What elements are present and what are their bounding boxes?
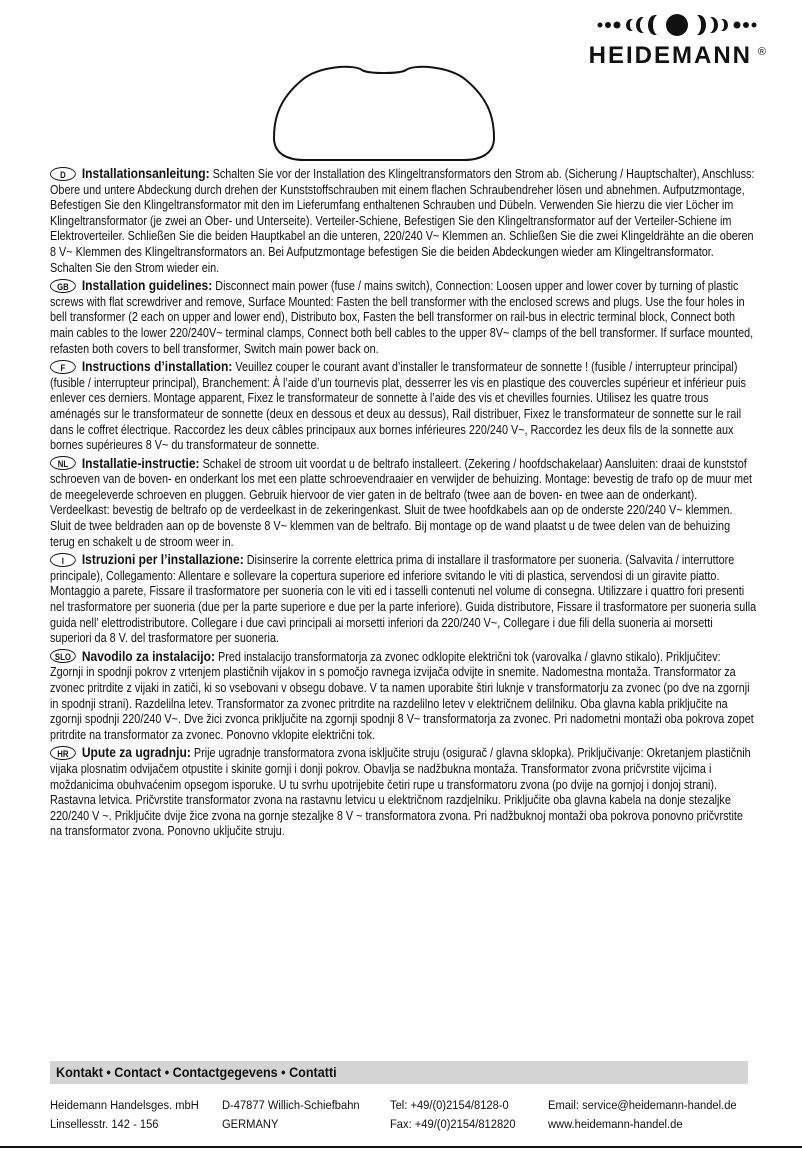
email-address: Email: service@heidemann-handel.de [548, 1098, 737, 1112]
city: D-47877 Willich-Schiefbahn [222, 1098, 360, 1112]
section-de [50, 166, 756, 276]
language-badge-slo: SLO [50, 649, 76, 663]
section-heading-de: Installationsanleitung: [81, 165, 210, 181]
street-address: Linsellesstr. 142 - 156 [50, 1117, 159, 1131]
section-heading-hr: Upute za ugradnju: [81, 744, 191, 761]
section-it [50, 552, 756, 647]
registered-mark: ® [757, 46, 766, 58]
brand-name: HEIDEMANN [588, 42, 752, 69]
company-name: Heidemann Handelsges. mbH [50, 1098, 199, 1112]
section-heading-gb: Installation guidelines: [81, 277, 213, 294]
language-badge-fr: F [50, 360, 76, 374]
section-body-fr: Veuillez couper le courant avant d’installer le transformateur de sonnette ! (fusible / interrupteur principal) (fusible / interrupteur principal), Branchement: À l’aide d’un tournevis plat, desserrer les vis en plastique des couvercles supérieur et inférieur puis enlever ces derniers. Montage apparent, Fixez le transformateur de sonnette à l’aide des vis et chevilles fournies. Utilisez les quatre trous aménagés sur le transformateur de sonnette (deux en dessous et deux au dessus), Rail distribuer, Fixez le transformateur de sonnette sur le rail dans le coffret électrique. Raccordez les deux câbles principaux aux bornes inférieures 220/240 V~, Raccordez les deux fils de la sonnette aux bornes supérieures 8 V~ du transformateur de sonnette. [50, 360, 746, 453]
language-badge-hr: HR [50, 746, 76, 760]
language-badge-nl: NL [50, 456, 76, 470]
section-gb [50, 278, 756, 357]
contact-city-col [222, 1096, 360, 1134]
section-body-slo: Pred instalacijo transformatorja za zvonec odklopite električni tok (varovalka / glavno stikalo). Priključitev: Zgornji in spodnji pokrov z vrtenjem plastičnih vijakov in s pomočjo ravnega izvijača odvijte in snemite. Nadomestna montaža. Transformator za zvonec pritrdite z vijaki in zatiči, ki so vsebovani v obsegu dobave. V ta namen uporabite štiri luknje v transformatorju za zvonec (po dve na zgornji in spodnji strani). Razdelilna letev. Transformator za zvonec pritrdite na razdelilno letev v električnem delilniku. Oba glavna kabla priključite na zgornji spodnji 220/240 V~. Dve žici zvonca priključite na zgornji spodnji 8 V~ transformatorja za zvonec. Pri nadometni montaži oba pokrova zopet pritrdite na transformator za zvonec. Ponovno vklopite električni tok. [50, 649, 754, 742]
contact-phone-col [390, 1096, 516, 1134]
hanger-hole-cutout [258, 60, 510, 162]
language-badge-it: I [50, 553, 76, 567]
phone-number: Tel: +49/(0)2154/8128-0 [390, 1098, 509, 1112]
section-body-hr: Prije ugradnje transformatora zvona isključite struju (osigurač / glavna sklopka). Priključivanje: Okretanjem plastičnih vijaka plosnatim odvijačem otpustite i skinite gornji i donji pokrov. Obavlja se nadžbukna montaža. Transformator zvona pričvrstite vijcima i moždanicima obuhvaćenim opsegom isporuke. U tu svrhu upotrijebite četiri rupe u transformatoru zvona (po dvije na gornjoj i donjoj strani). Rastavna letvica. Pričvrstite transformator zvona na rastavnu letvicu u električnom razdjelniku. Priključite oba glavna kabela na donje stezaljke 220/240 V ~. Priključite dvije žice zvona na gornje stezaljke 8 V ~ transformatora zvona. Pri nadžbuknoj montaži oba pokrova ponovno pričvrstite na transformator zvona. Ponovno uključite struju. [50, 746, 751, 839]
section-body-de: Schalten Sie vor der Installation des Klingeltransformators den Strom ab. (Sicherung / Hauptschalter), Anschluss: Obere und untere Abdeckung durch drehen der Kunststoffschrauben mit einem flachen Schraubendreher lösen und abnehmen. Aufputzmontage, Befestigen Sie den Klingeltransformator mit den im Lieferumfang enthaltenen Schrauben und Dübeln. Verwenden Sie hierzu die vier Löcher im Klingeltransformator (je zwei an Ober- und Unterseite). Verteiler-Schiene, Befestigen Sie den Klingeltransformator auf der Verteiler-Schiene im Elektroverteiler. Schließen Sie die beiden Hauptkabel an die unteren, 220/240 V~ Klemmen an. Schließen Sie die zwei Klingeldrähte an die oberen 8 V~ Klemmen des Klingeltransformators an. Bei Aufputzmontage befestigen Sie die beiden Abdeckungen wieder am Klingeltransformator. Schalten Sie den Strom wieder ein. [50, 167, 755, 275]
section-body-nl: Schakel de stroom uit voordat u de beltrafo installeert. (Zekering / hoofdschakelaar) Aansluiten: draai de kunststof schroeven van de boven- en onderkant los met een platte schroevendraaier en verwijder de behuizing. Montage: bevestig de trafo op de muur met de meegeleverde schroeven en pluggen. Gebruik hiervoor de vier gaten in de beltrafo (twee aan de boven- en twee aan de onderkant). Verdeelkast: bevestig de beltrafo op de verdeelkast in de zekeringenkast. Sluit de twee hoofdkabels aan op de onderste 220/240 V~ klemmen. Sluit de twee beldraden aan op de bovenste 8 V~ klemmen van de beltrafo. Bij montage op de wand plaatst u de twee delen van de behuizing terug en schakelt u de stroom weer in. [50, 456, 753, 549]
section-hr [50, 745, 756, 840]
website-url: www.heidemann-handel.de [548, 1117, 683, 1131]
language-badge-gb: GB [50, 279, 76, 293]
country: GERMANY [222, 1117, 279, 1131]
contact-online-col [548, 1096, 737, 1134]
fax-number: Fax: +49/(0)2154/812820 [390, 1117, 516, 1131]
section-heading-slo: Navodilo za instalacijo: [81, 647, 215, 664]
contact-title: Kontakt • Contact • Contactgegevens • Contatti [56, 1064, 337, 1080]
section-body-gb: Disconnect main power (fuse / mains switch), Connection: Loosen upper and lower cover by turning of plastic screws with flat screwdriver and remove, Surface Mounted: Fasten the bell transformer with the enclosed screws and plugs. Use the four holes in bell transformer (2 each on upper and lower end), Distributo box, Fasten the bell transformer on rail-bus in electric terminal block, Connect both main cables to the lower 220/240V~ terminal clamps, Connect both bell cables to the upper 8V~ clamps of the bell transformer. If surface mounted, refasten both covers to bell transformer, Switch main power back on. [50, 279, 754, 356]
section-fr [50, 359, 756, 454]
section-heading-fr: Instructions d’installation: [81, 358, 233, 375]
contact-header-bar [50, 1061, 748, 1084]
section-heading-it: Istruzioni per l’installazione: [81, 551, 244, 568]
bottom-divider [0, 1146, 802, 1148]
section-body-it: Disinserire la corrente elettrica prima di installare il trasformatore per suoneria. (Salvavita / interruttore principale), Collegamento: Allentare e sollevare la copertura superiore ed inferiore svitando le viti di plastica, servendosi di un giravite piatto. Montaggio a parete, Fissare il trasformatore per suoneria con le viti ed i tasselli contenuti nel volume di consegna. Utilizzare i quattro fori presenti nel trasformatore per suoneria (due per la parte superiore e due per la parte inferiore). Guida distributore, Fissare il trasformatore per suoneria sulla guida nell’ elettrodistributore. Collegare i due cavi principali ai morsetti inferiori da 220/240 V~, Collegare i due fili della suoneria ai morsetti superiori da 8 V. del trasformatore per suoneria. [50, 553, 757, 646]
section-heading-nl: Installatie-instructie: [81, 454, 200, 471]
language-badge-de: D [50, 167, 76, 181]
contact-address-col [50, 1096, 199, 1134]
section-slo [50, 649, 756, 744]
bell-waves-icon [592, 12, 762, 38]
section-nl [50, 456, 756, 551]
heidemann-logo [523, 12, 768, 69]
instructions [50, 166, 758, 842]
